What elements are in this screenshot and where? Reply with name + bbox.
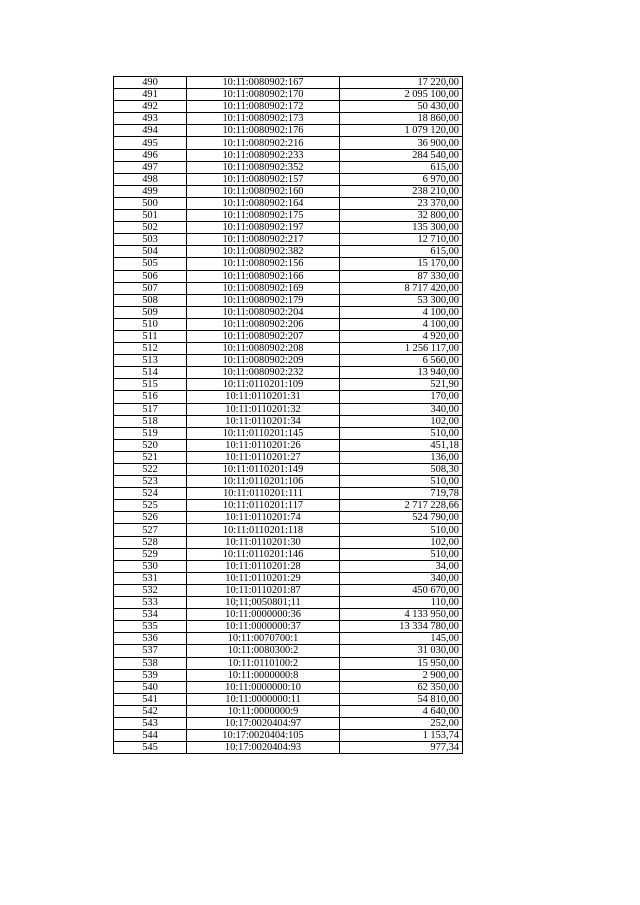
cadastral-value-cell: 521,90 <box>340 379 463 391</box>
table-row <box>114 306 463 318</box>
cadastral-value-cell: 1 153,74 <box>340 730 463 742</box>
row-number-cell: 516 <box>114 391 187 403</box>
row-number-cell: 528 <box>114 536 187 548</box>
cadastral-number-cell: 10:11:0080902:232 <box>187 367 340 379</box>
table-row <box>114 343 463 355</box>
row-number-cell: 531 <box>114 572 187 584</box>
cadastral-value-cell: 451,18 <box>340 439 463 451</box>
row-number-cell: 545 <box>114 742 187 754</box>
cadastral-value-cell: 53 300,00 <box>340 294 463 306</box>
row-number-cell: 525 <box>114 500 187 512</box>
cadastral-value-cell: 252,00 <box>340 717 463 729</box>
cadastral-value-cell: 2 717 228,66 <box>340 500 463 512</box>
cadastral-number-cell: 10:11:0080902:382 <box>187 246 340 258</box>
row-number-cell: 509 <box>114 306 187 318</box>
cadastral-value-cell: 2 095 100,00 <box>340 89 463 101</box>
row-number-cell: 501 <box>114 210 187 222</box>
cadastral-value-cell: 510,00 <box>340 427 463 439</box>
cadastral-value-cell: 145,00 <box>340 633 463 645</box>
table-row <box>114 717 463 729</box>
cadastral-number-cell: 10:11:0080902:207 <box>187 330 340 342</box>
cadastral-number-cell: 10:11:0080902:176 <box>187 125 340 137</box>
cadastral-value-cell: 510,00 <box>340 548 463 560</box>
row-number-cell: 518 <box>114 415 187 427</box>
cadastral-number-cell: 10:11:0110201:26 <box>187 439 340 451</box>
table-row <box>114 609 463 621</box>
row-number-cell: 537 <box>114 645 187 657</box>
cadastral-value-cell: 31 030,00 <box>340 645 463 657</box>
table-row <box>114 113 463 125</box>
cadastral-value-cell: 615,00 <box>340 246 463 258</box>
row-number-cell: 500 <box>114 197 187 209</box>
cadastral-value-cell: 238 210,00 <box>340 185 463 197</box>
table-row <box>114 318 463 330</box>
cadastral-value-cell: 510,00 <box>340 476 463 488</box>
row-number-cell: 514 <box>114 367 187 379</box>
cadastral-value-cell: 508,30 <box>340 464 463 476</box>
row-number-cell: 536 <box>114 633 187 645</box>
table-row <box>114 730 463 742</box>
row-number-cell: 543 <box>114 717 187 729</box>
cadastral-number-cell: 10:11:0070700:1 <box>187 633 340 645</box>
cadastral-number-cell: 10:11:0080902:167 <box>187 77 340 89</box>
cadastral-number-cell: 10:11:0080902:164 <box>187 197 340 209</box>
row-number-cell: 494 <box>114 125 187 137</box>
cadastral-value-cell: 284 540,00 <box>340 149 463 161</box>
cadastral-number-cell: 10:11:0110201:145 <box>187 427 340 439</box>
cadastral-number-cell: 10:17:0020404:93 <box>187 742 340 754</box>
cadastral-number-cell: 10:11:0000000:8 <box>187 669 340 681</box>
cadastral-number-cell: 10:11:0110201:31 <box>187 391 340 403</box>
table-row <box>114 270 463 282</box>
row-number-cell: 527 <box>114 524 187 536</box>
cadastral-value-cell: 340,00 <box>340 403 463 415</box>
cadastral-number-cell: 10:11:0080902:204 <box>187 306 340 318</box>
table-row <box>114 512 463 524</box>
cadastral-value-cell: 62 350,00 <box>340 681 463 693</box>
table-row <box>114 89 463 101</box>
cadastral-number-cell: 10:11:0080902:160 <box>187 185 340 197</box>
cadastral-value-cell: 13 940,00 <box>340 367 463 379</box>
table-row <box>114 548 463 560</box>
table-row <box>114 645 463 657</box>
cadastral-number-cell: 10:11:0080902:208 <box>187 343 340 355</box>
table-row <box>114 294 463 306</box>
table-row <box>114 161 463 173</box>
cadastral-value-cell: 4 100,00 <box>340 306 463 318</box>
cadastral-number-cell: 10:11:0110201:27 <box>187 451 340 463</box>
cadastral-value-cell: 4 640,00 <box>340 705 463 717</box>
cadastral-number-cell: 10:11:0110201:30 <box>187 536 340 548</box>
cadastral-value-cell: 23 370,00 <box>340 197 463 209</box>
row-number-cell: 498 <box>114 173 187 185</box>
cadastral-value-cell: 4 100,00 <box>340 318 463 330</box>
table-row <box>114 584 463 596</box>
cadastral-number-cell: 10:17:0020404:105 <box>187 730 340 742</box>
cadastral-number-cell: 10:11:0110201:34 <box>187 415 340 427</box>
row-number-cell: 496 <box>114 149 187 161</box>
row-number-cell: 530 <box>114 560 187 572</box>
table-row <box>114 125 463 137</box>
table-row <box>114 742 463 754</box>
cadastral-value-cell: 54 810,00 <box>340 693 463 705</box>
cadastral-value-cell: 170,00 <box>340 391 463 403</box>
table-row <box>114 439 463 451</box>
cadastral-value-cell: 32 800,00 <box>340 210 463 222</box>
table-row <box>114 101 463 113</box>
table-row <box>114 669 463 681</box>
table-row <box>114 621 463 633</box>
cadastral-number-cell: 10:11:0110201:32 <box>187 403 340 415</box>
cadastral-number-cell: 10:11:0110201:87 <box>187 584 340 596</box>
cadastral-number-cell: 10:11:0080902:216 <box>187 137 340 149</box>
cadastral-number-cell: 10:11:0110201:29 <box>187 572 340 584</box>
table-row <box>114 536 463 548</box>
table-row <box>114 367 463 379</box>
row-number-cell: 510 <box>114 318 187 330</box>
cadastral-value-cell: 977,34 <box>340 742 463 754</box>
table-row <box>114 464 463 476</box>
cadastral-value-cell: 50 430,00 <box>340 101 463 113</box>
row-number-cell: 519 <box>114 427 187 439</box>
cadastral-number-cell: 10:11:0080902:169 <box>187 282 340 294</box>
table-row <box>114 234 463 246</box>
table-row <box>114 149 463 161</box>
table-row <box>114 693 463 705</box>
row-number-cell: 491 <box>114 89 187 101</box>
table-row <box>114 246 463 258</box>
table-row <box>114 185 463 197</box>
cadastral-number-cell: 10:17:0020404:97 <box>187 717 340 729</box>
cadastral-value-table <box>113 76 463 754</box>
cadastral-value-cell: 18 860,00 <box>340 113 463 125</box>
cadastral-number-cell: 10:11:0080902:179 <box>187 294 340 306</box>
row-number-cell: 505 <box>114 258 187 270</box>
row-number-cell: 497 <box>114 161 187 173</box>
cadastral-value-cell: 13 334 780,00 <box>340 621 463 633</box>
row-number-cell: 490 <box>114 77 187 89</box>
table-row <box>114 137 463 149</box>
cadastral-value-cell: 15 950,00 <box>340 657 463 669</box>
row-number-cell: 520 <box>114 439 187 451</box>
row-number-cell: 511 <box>114 330 187 342</box>
cadastral-value-cell: 1 256 117,00 <box>340 343 463 355</box>
cadastral-value-cell: 87 330,00 <box>340 270 463 282</box>
cadastral-number-cell: 10:11:0000000:11 <box>187 693 340 705</box>
row-number-cell: 544 <box>114 730 187 742</box>
table-row <box>114 391 463 403</box>
table-row <box>114 330 463 342</box>
cadastral-number-cell: 10:11:0000000:36 <box>187 609 340 621</box>
row-number-cell: 513 <box>114 355 187 367</box>
row-number-cell: 502 <box>114 222 187 234</box>
row-number-cell: 495 <box>114 137 187 149</box>
row-number-cell: 523 <box>114 476 187 488</box>
row-number-cell: 541 <box>114 693 187 705</box>
row-number-cell: 503 <box>114 234 187 246</box>
row-number-cell: 499 <box>114 185 187 197</box>
cadastral-number-cell: 10:11:0110201:111 <box>187 488 340 500</box>
cadastral-number-cell: 10:11:0110100:2 <box>187 657 340 669</box>
cadastral-value-cell: 12 710,00 <box>340 234 463 246</box>
cadastral-number-cell: 10:11:0080902:197 <box>187 222 340 234</box>
cadastral-value-cell: 15 170,00 <box>340 258 463 270</box>
cadastral-number-cell: 10:11:0000000:37 <box>187 621 340 633</box>
row-number-cell: 538 <box>114 657 187 669</box>
cadastral-value-cell: 450 670,00 <box>340 584 463 596</box>
row-number-cell: 526 <box>114 512 187 524</box>
cadastral-number-cell: 10:11:0110201:117 <box>187 500 340 512</box>
cadastral-value-cell: 135 300,00 <box>340 222 463 234</box>
table-row <box>114 451 463 463</box>
row-number-cell: 517 <box>114 403 187 415</box>
cadastral-number-cell: 10:11:0080902:217 <box>187 234 340 246</box>
cadastral-value-cell: 2 900,00 <box>340 669 463 681</box>
row-number-cell: 540 <box>114 681 187 693</box>
cadastral-number-cell: 10:11:0080902:233 <box>187 149 340 161</box>
row-number-cell: 542 <box>114 705 187 717</box>
row-number-cell: 529 <box>114 548 187 560</box>
cadastral-value-cell: 340,00 <box>340 572 463 584</box>
cadastral-value-cell: 615,00 <box>340 161 463 173</box>
cadastral-number-cell: 10:11:0080902:172 <box>187 101 340 113</box>
table-row <box>114 77 463 89</box>
cadastral-number-cell: 10:11:0080902:175 <box>187 210 340 222</box>
cadastral-value-cell: 6 970,00 <box>340 173 463 185</box>
cadastral-number-cell: 10:11:0080902:170 <box>187 89 340 101</box>
cadastral-number-cell: 10:11:0080902:166 <box>187 270 340 282</box>
table-row <box>114 210 463 222</box>
cadastral-value-cell: 102,00 <box>340 415 463 427</box>
table-row <box>114 258 463 270</box>
table-row <box>114 705 463 717</box>
cadastral-number-cell: 10:11:0000000:10 <box>187 681 340 693</box>
cadastral-value-cell: 4 133 950,00 <box>340 609 463 621</box>
cadastral-number-cell: 10:11:0110201:106 <box>187 476 340 488</box>
row-number-cell: 508 <box>114 294 187 306</box>
row-number-cell: 535 <box>114 621 187 633</box>
cadastral-value-cell: 36 900,00 <box>340 137 463 149</box>
cadastral-value-cell: 719,78 <box>340 488 463 500</box>
cadastral-number-cell: 10:11:0080902:157 <box>187 173 340 185</box>
row-number-cell: 532 <box>114 584 187 596</box>
row-number-cell: 534 <box>114 609 187 621</box>
row-number-cell: 492 <box>114 101 187 113</box>
table-row <box>114 560 463 572</box>
table-row <box>114 355 463 367</box>
row-number-cell: 521 <box>114 451 187 463</box>
cadastral-number-cell: 10:11:0080902:206 <box>187 318 340 330</box>
table-row <box>114 222 463 234</box>
table-row <box>114 427 463 439</box>
cadastral-number-cell: 10:11:0080300:2 <box>187 645 340 657</box>
table-row <box>114 524 463 536</box>
row-number-cell: 507 <box>114 282 187 294</box>
row-number-cell: 533 <box>114 597 187 609</box>
table-body <box>114 77 463 754</box>
table-row <box>114 415 463 427</box>
cadastral-number-cell: 10:11:0080902:209 <box>187 355 340 367</box>
cadastral-number-cell: 10:11:0110201:149 <box>187 464 340 476</box>
cadastral-value-cell: 34,00 <box>340 560 463 572</box>
table-row <box>114 403 463 415</box>
table-row <box>114 633 463 645</box>
table-row <box>114 197 463 209</box>
table-row <box>114 173 463 185</box>
table-row <box>114 681 463 693</box>
table-row <box>114 476 463 488</box>
cadastral-value-cell: 1 079 120,00 <box>340 125 463 137</box>
cadastral-value-cell: 6 560,00 <box>340 355 463 367</box>
cadastral-number-cell: 10:11:0080902:156 <box>187 258 340 270</box>
cadastral-number-cell: 10:11:0110201:28 <box>187 560 340 572</box>
row-number-cell: 524 <box>114 488 187 500</box>
cadastral-number-cell: 10:11:0080902:173 <box>187 113 340 125</box>
table-row <box>114 379 463 391</box>
cadastral-number-cell: 10:11:0110201:118 <box>187 524 340 536</box>
table-row <box>114 597 463 609</box>
cadastral-number-cell: 10;11;0050801;11 <box>187 597 340 609</box>
cadastral-number-cell: 10:11:0000000:9 <box>187 705 340 717</box>
cadastral-number-cell: 10:11:0110201:146 <box>187 548 340 560</box>
row-number-cell: 522 <box>114 464 187 476</box>
row-number-cell: 504 <box>114 246 187 258</box>
cadastral-number-cell: 10:11:0110201:74 <box>187 512 340 524</box>
cadastral-value-cell: 510,00 <box>340 524 463 536</box>
cadastral-value-cell: 102,00 <box>340 536 463 548</box>
row-number-cell: 493 <box>114 113 187 125</box>
cadastral-value-cell: 4 920,00 <box>340 330 463 342</box>
table-row <box>114 500 463 512</box>
row-number-cell: 506 <box>114 270 187 282</box>
row-number-cell: 512 <box>114 343 187 355</box>
cadastral-value-cell: 17 220,00 <box>340 77 463 89</box>
table-row <box>114 282 463 294</box>
row-number-cell: 515 <box>114 379 187 391</box>
table-row <box>114 657 463 669</box>
table-row <box>114 488 463 500</box>
cadastral-value-cell: 8 717 420,00 <box>340 282 463 294</box>
table-row <box>114 572 463 584</box>
cadastral-value-cell: 136,00 <box>340 451 463 463</box>
cadastral-value-cell: 110,00 <box>340 597 463 609</box>
cadastral-number-cell: 10:11:0080902:352 <box>187 161 340 173</box>
cadastral-number-cell: 10:11:0110201:109 <box>187 379 340 391</box>
cadastral-value-cell: 524 790,00 <box>340 512 463 524</box>
row-number-cell: 539 <box>114 669 187 681</box>
